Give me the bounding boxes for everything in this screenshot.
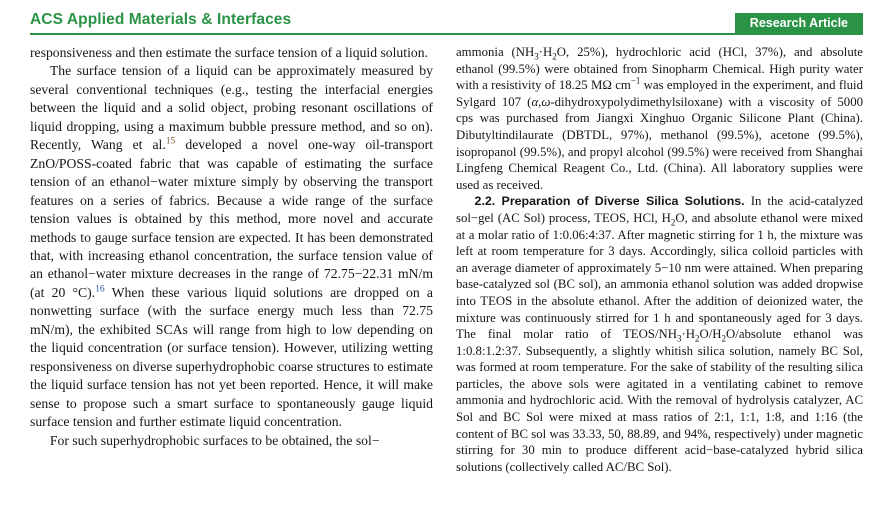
text-segment: ·H xyxy=(681,327,695,342)
text-segment: responsiveness and then estimate the surface tension of a liquid solution. xyxy=(30,45,428,60)
text-segment: 2 xyxy=(721,333,727,344)
text-segment: developed a novel one-way oil-transport ZnO/POSS-coated fabric that was capable of estimating the surface tension of an ethanol−water mixture simply by observing the transport features on a series of fabrics. Because a wide range of the surface tension values is obtained by this method, more novel and accurate methods to gauge surface tension are expected. It has been demonstrated that, with increasing ethanol concentration, the surface tension value of an ethanol−water mixture decreases in the range of 72.75−22.31 mN/m (at 20 °C). xyxy=(30,137,433,300)
paragraph xyxy=(30,62,433,431)
text-segment: 2 xyxy=(670,217,676,228)
text-segment: -dihydroxypolydimethylsiloxane) with a viscosity of 5000 cps was purchased from Jiangxi Xinghuo Organic Silicone Plant (China). Dibutyltindilaurate (DBTDL, 97%), methanol (99.5%), acetone (99.5%), isopropanol (99.5%), and propyl alcohol (99.5%) were received from Shanghai Lingfeng Chemical Reagent Co., Ltd. (China). All laboratory supplies were used as received. xyxy=(456,94,864,192)
page-body xyxy=(30,44,863,527)
paragraph xyxy=(456,44,863,193)
section-heading: 2.2. Preparation of Diverse Silica Solutions. xyxy=(474,194,745,209)
text-segment: 3 xyxy=(677,333,682,344)
right-column xyxy=(456,44,863,527)
text-segment: O/absolute ethanol was 1:0.8:1.2:37. Subsequently, a slightly whitish silica solution, namely BC Sol, was formed at room temperature. For the sake of stability of the resulting silica particles, the above sols were agitated in a ventilating cabinet to remove ammonia and hydrochloric acid. With the removal of hydrolysis catalyzer, AC Sol and BC Sol were mixed at mass ratios of 2:1, 1:1, 1:8, and 1:16 (the content of BC sol was 33.33, 50, 88.89, and 94%, respectively) under magnetic stirring for 30 min to produce different acid−base-catalyzed hybrid silica solutions (collectively called AC/BC Sol). xyxy=(456,327,863,474)
paragraph xyxy=(456,193,863,475)
text-segment: In the acid-catalyzed sol−gel (AC Sol) process, TEOS, HCl, H xyxy=(456,194,863,225)
text-segment: For such superhydrophobic surfaces to be obtained, the sol− xyxy=(49,432,380,448)
text-segment: O, and absolute ethanol were mixed at a molar ratio of 1:0.06:4:37. After magnetic stirring for 1 h, the mixture was left at room temperature for 3 days. Accordingly, silica colloid particles with an average diameter of approximately 5−10 nm were attained. When preparing base-catalyzed sol (BC sol), an ammonia ethanol solution was added dropwise into TEOS in the absolute ethanol. After the addition of deionized water, the mixture was continuously stirred for 1 h and spontaneously aged for 3 days. The final molar ratio of TEOS/NH xyxy=(456,210,863,342)
text-segment: 2 xyxy=(552,51,557,62)
text-segment: When these various liquid solutions are dropped on a nonwetting surface (with the surface energy much less than 72.75 mN/m), the exhibited SCAs will range from high to low depending on the liquid concentration (or surface tension). However, utilizing wetting responsiveness on diverse superhydrophobic coarse structures to estimate the liquid surface tension has not yet been reported. Hence, it will make sense to propose such a smart surface to spontaneously gauge liquid surface tension and further estimate liquid concentration. xyxy=(30,284,433,430)
text-segment: was employed in the experiment, and fluid Sylgard 107 ( xyxy=(456,78,863,109)
text-segment: 2 xyxy=(695,333,700,344)
left-column xyxy=(30,44,433,527)
text-segment: The surface tension of a liquid can be approximately measured by several conventional techniques (e.g., testing the interfacial energies between the liquid and a solid object, probing resonant oscillations of liquid dropping, using a maximum bubble pressure method, and so on). Recently, Wang et al. xyxy=(30,63,433,153)
journal-title: ACS Applied Materials & Interfaces xyxy=(30,11,292,28)
text-segment: ammonia (NH xyxy=(456,45,535,59)
text-segment: α,ω xyxy=(531,94,551,109)
reference-link[interactable]: 15 xyxy=(165,135,176,147)
text-segment: O, 25%), hydrochloric acid (HCl, 37%), and absolute ethanol (99.5%) were obtained from Sinopharm Chemical. High purity water with a resistivity of 18.25 MΩ cm xyxy=(456,45,863,93)
text-segment: −1 xyxy=(630,75,641,86)
reference-link[interactable]: 16 xyxy=(95,283,105,295)
header-rule xyxy=(30,33,863,35)
research-article-badge: Research Article xyxy=(735,13,863,34)
text-segment: O/H xyxy=(699,327,722,342)
paragraph xyxy=(30,432,433,450)
paragraph xyxy=(30,44,433,62)
text-segment: 3 xyxy=(534,51,539,62)
text-segment: ·H xyxy=(538,45,553,59)
